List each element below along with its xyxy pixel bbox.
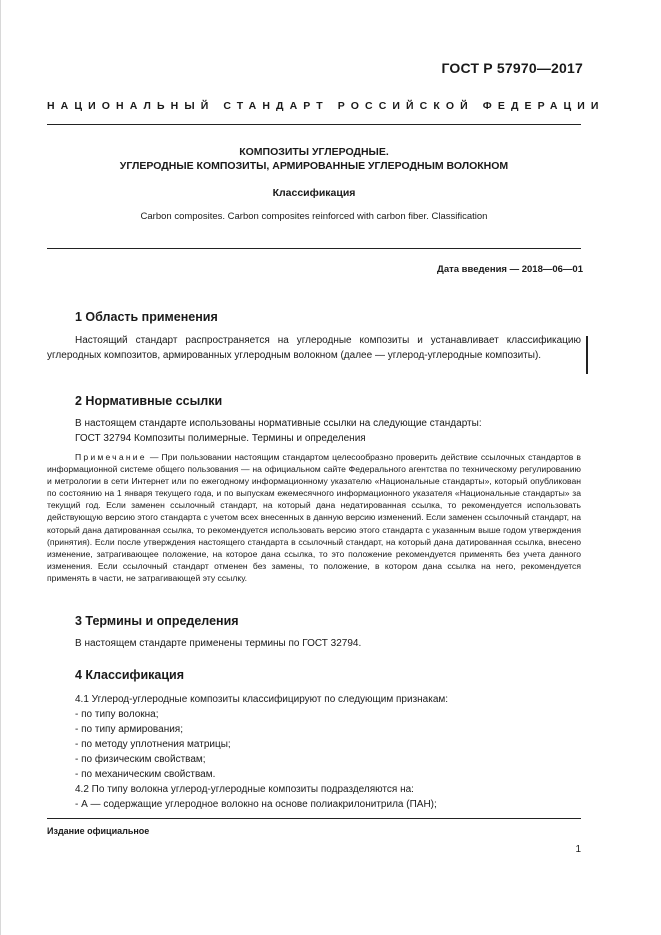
list-item: - по типу армирования; — [75, 724, 183, 735]
section-2-text: В настоящем стандарте использованы нормативные ссылки на следующие стандарты: — [75, 418, 482, 429]
official-edition-label: Издание официальное — [47, 826, 150, 836]
clause-4-2: 4.2 По типу волокна углерод-углеродные композиты подразделяются на: — [75, 784, 414, 795]
normative-reference: ГОСТ 32794 Композиты полимерные. Термины и определения — [75, 433, 366, 444]
section-3-text: В настоящем стандарте применены термины по ГОСТ 32794. — [75, 638, 362, 649]
section-1-heading: 1 Область применения — [75, 310, 218, 324]
section-4-heading: 4 Классификация — [75, 668, 185, 682]
list-item: - по физическим свойствам; — [75, 754, 206, 765]
footer-divider — [47, 818, 581, 819]
page-number: 1 — [575, 844, 581, 855]
subtitle: Классификация — [272, 187, 356, 199]
title-line-1: КОМПОЗИТЫ УГЛЕРОДНЫЕ. — [239, 146, 389, 158]
list-item: - по механическим свойствам. — [75, 769, 216, 780]
introduction-date: Дата введения — 2018—06—01 — [437, 264, 583, 275]
clause-4-1: 4.1 Углерод-углеродные композиты классифицируют по следующим признакам: — [75, 694, 449, 705]
title-line-2: УГЛЕРОДНЫЕ КОМПОЗИТЫ, АРМИРОВАННЫЕ УГЛЕРОДНЫМ ВОЛОКНОМ — [119, 160, 509, 172]
national-standard-heading: НАЦИОНАЛЬНЫЙ СТАНДАРТ РОССИЙСКОЙ ФЕДЕРАЦИИ — [47, 100, 605, 112]
english-title: Carbon composites. Carbon composites reinforced with carbon fiber. Classification — [140, 211, 488, 222]
section-1-paragraph — [47, 333, 581, 363]
list-item: - по методу уплотнения матрицы; — [75, 739, 231, 750]
top-divider — [47, 124, 581, 125]
note-label: Примечание — [75, 452, 147, 462]
note-text: — При пользовании настоящим стандартом целесообразно проверить действие ссылочных стандартов в информационной системе общего пользования — на официальном сайте Федерального агентства по техническому регулированию и метрологии в сети Интернет или по ежегодному информационному указателю «Национальные стандарты», который опубликован по состоянию на 1 января текущего года, и по выпускам ежемесячного информационного указателя «Национальные стандарты» за текущий год. Если заменен ссылочный стандарт, на который дана недатированная ссылка, то рекомендуется использовать действующую версию этого стандарта с учетом всех внесенных в данную версию изменений. Если заменен ссылочный стандарт, на который дана датированная ссылка, то рекомендуется использовать версию этого стандарта с указанным выше годом утверждения (принятия). Если после утверждения настоящего стандарта в ссылочный стандарт, на который дана датированная ссылка, внесено изменение, затрагивающее положение, на которое дана ссылка, то это положение рекомендуется применять без учета данного изменения. Если ссылочный стандарт отменен без замены, то положение, в котором дана ссылка на него, рекомендуется применять в части, не затрагивающей эту ссылку. — [47, 452, 581, 583]
title-divider — [47, 248, 581, 249]
gost-number: ГОСТ Р 57970—2017 — [441, 60, 583, 76]
note-paragraph — [47, 451, 581, 584]
list-item: - по типу волокна; — [75, 709, 159, 720]
section-2-heading: 2 Нормативные ссылки — [75, 394, 223, 408]
change-marker — [586, 336, 588, 374]
list-item: - А — содержащие углеродное волокно на основе полиакрилонитрила (ПАН); — [75, 799, 437, 810]
section-1-text: Настоящий стандарт распространяется на углеродные композиты и устанавливает классификацию углеродных композитов, армированных углеродным волокном (далее — углерод-углеродные композиты). — [47, 335, 581, 361]
section-3-heading: 3 Термины и определения — [75, 614, 239, 628]
